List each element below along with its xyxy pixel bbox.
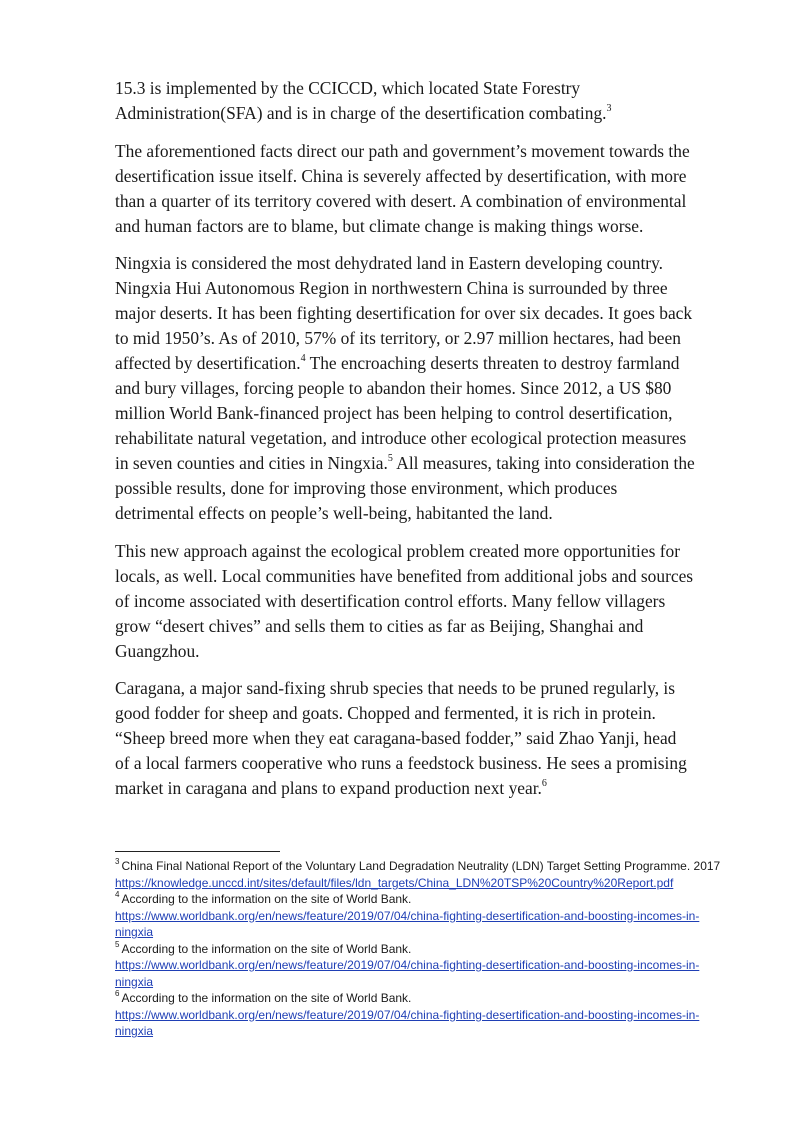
text-line: Caragana, a major sand-fixing shrub species that needs to be pruned regularly, is (115, 678, 676, 698)
footnote-3 (115, 858, 755, 891)
footnote-separator (115, 851, 280, 852)
footnote-link[interactable]: https://knowledge.unccd.int/sites/default/files/ldn_targets/China_LDN%20TSP%20Country%20Report.pdf (115, 875, 674, 890)
footnote-text: $^6$ According to the information on the site of World Bank. (115, 989, 412, 1005)
text-line: This new approach against the ecological problem created more opportunities for (115, 540, 680, 561)
footnote-ref-4[interactable]: 4 (300, 353, 306, 365)
text-line: Administration(SFA) and is in charge of the desertification combating.$^3$ (115, 103, 612, 123)
text-line: of a local farmers cooperative who runs a feedstock business. He sees a promising (115, 753, 687, 773)
text-line: affected by desertification.$^4$ The encroaching deserts threaten to destroy farmland (115, 353, 680, 373)
text-line: rehabilitate natural vegetation, and introduce other ecological protection measures (115, 428, 687, 448)
text-line: market in caragana and plans to expand production next year.$^6$ (115, 778, 547, 798)
footnote-ref-6[interactable]: 6 (541, 778, 547, 790)
footnote-6 (115, 990, 755, 1040)
footnote-5 (115, 941, 755, 991)
text-line: major deserts. It has been fighting desertification for over six decades. It goes back (115, 303, 693, 323)
text-line: to mid 1950’s. As of 2010, 57% of its territory, or 2.97 million hectares, had been (115, 328, 681, 348)
text-line: Ningxia is considered the most dehydrated land in Eastern developing country. (115, 253, 663, 273)
footnote-number: 6 (115, 989, 120, 998)
footnote-number: 4 (115, 890, 120, 899)
paragraph-4 (115, 539, 747, 664)
paragraph-3 (115, 251, 747, 526)
footnote-4 (115, 891, 755, 941)
footnote-text: $^5$ According to the information on the site of World Bank. (115, 939, 412, 956)
text-line: Ningxia Hui Autonomous Region in northwestern China is surrounded by three (115, 278, 668, 298)
paragraph-5 (115, 676, 747, 801)
text-line: desertification issue itself. China is severely affected by desertification, with more (115, 165, 687, 186)
text-line: and bury villages, forcing people to abandon their homes. Since 2012, a US $80 (115, 378, 672, 398)
footnote-ref-5[interactable]: 5 (387, 453, 393, 465)
text-line: in seven counties and cities in Ningxia.$^5$ All measures, taking into consideration the (115, 453, 695, 473)
footnote-link[interactable]: ningxia (115, 1024, 154, 1038)
text-line: grow “desert chives” and sells them to cities as far as Beijing, Shanghai and (115, 615, 644, 636)
text-line: Guangzhou. (115, 640, 200, 661)
paragraph-1 (115, 76, 747, 126)
text-line: The aforementioned facts direct our path and government’s movement towards the (115, 140, 690, 161)
footnote-link[interactable]: ningxia (115, 925, 154, 939)
footnote-number: 5 (115, 939, 120, 949)
text-line: and human factors are to blame, but climate change is making things worse. (115, 215, 644, 236)
footnote-link[interactable]: https://www.worldbank.org/en/news/feature/2019/07/04/china-fighting-desertification-and-boosting-incomes-in- (115, 958, 700, 972)
text-line: than a quarter of its territory covered with desert. A combination of environmental (115, 190, 687, 211)
paragraph-2 (115, 139, 747, 239)
footnote-text: $^3$ China Final National Report of the Voluntary Land Degradation Neutrality (LDN) Target Setting Programme. 2017 (115, 857, 721, 873)
footnote-link[interactable]: ningxia (115, 974, 154, 989)
body-text (115, 76, 747, 814)
footnotes (115, 858, 755, 1040)
footnote-link[interactable]: https://www.worldbank.org/en/news/feature/2019/07/04/china-fighting-desertification-and-boosting-incomes-in- (115, 908, 700, 923)
footnote-number: 3 (115, 857, 120, 866)
text-line: detrimental effects on people’s well-being, habitanted the land. (115, 503, 553, 523)
text-line: locals, as well. Local communities have benefited from additional jobs and sources (115, 565, 694, 586)
footnote-ref-3[interactable]: 3 (606, 103, 612, 115)
footnote-text: $^4$ According to the information on the site of World Bank. (115, 890, 412, 906)
text-line: 15.3 is implemented by the CCICCD, which located State Forestry (115, 78, 581, 98)
text-line: million World Bank-financed project has been helping to control desertification, (115, 403, 673, 423)
text-line: “Sheep breed more when they eat caragana-based fodder,” said Zhao Yanji, head (115, 728, 677, 748)
text-line: good fodder for sheep and goats. Chopped and fermented, it is rich in protein. (115, 703, 656, 723)
text-line: of income associated with desertification control efforts. Many fellow villagers (115, 590, 666, 611)
text-line: possible results, done for improving those environment, which produces (115, 478, 618, 498)
footnote-link[interactable]: https://www.worldbank.org/en/news/feature/2019/07/04/china-fighting-desertification-and-boosting-incomes-in- (115, 1007, 700, 1022)
